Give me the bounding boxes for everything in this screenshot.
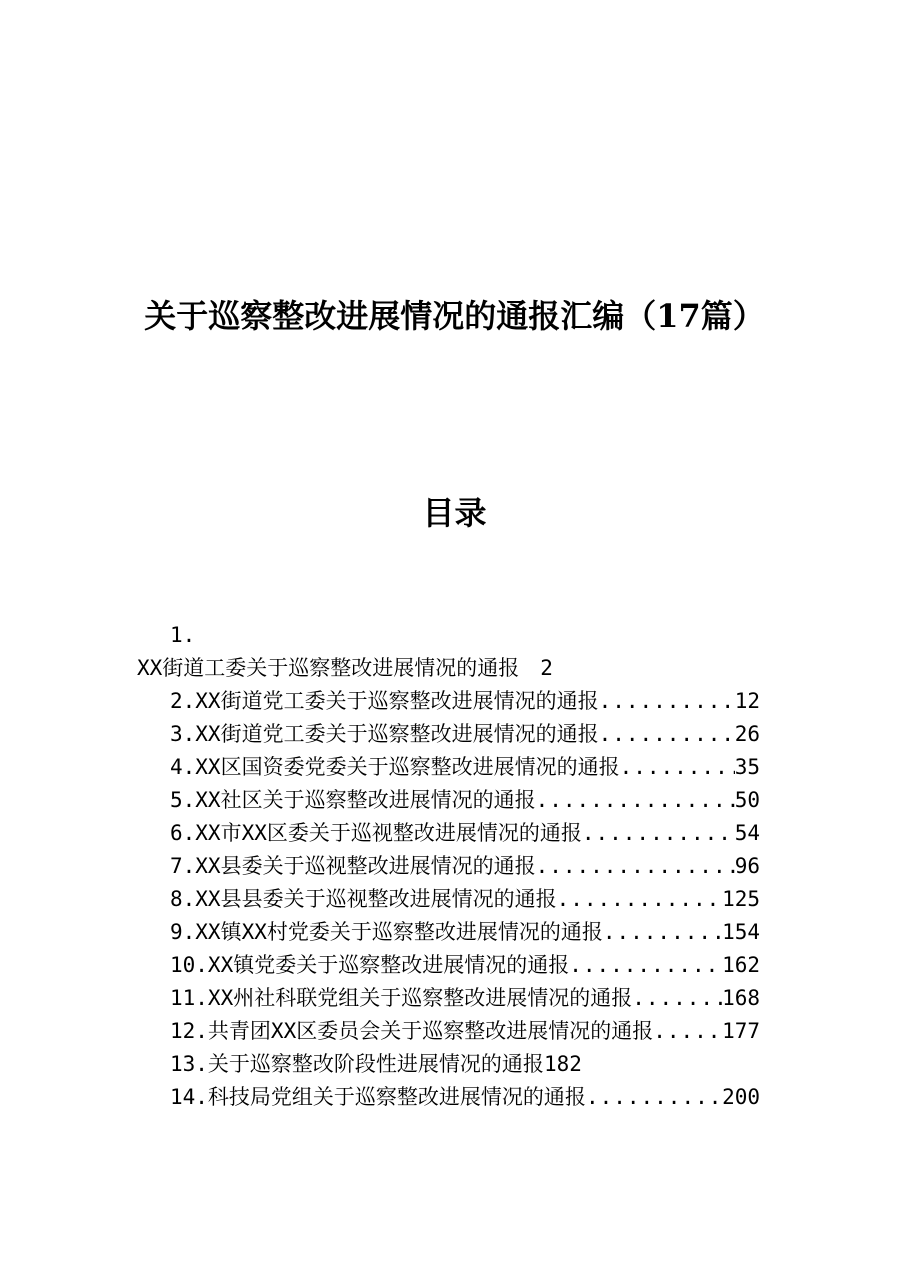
toc-leader-dots (603, 917, 722, 947)
toc-entry-page: 50 (734, 788, 760, 812)
toc-leader-dots (599, 686, 735, 716)
toc-entry-text: 10.XX镇党委关于巡察整改进展情况的通报 (170, 953, 570, 977)
toc-entry-page: 35 (734, 755, 760, 779)
toc-leader-dots (557, 884, 722, 914)
toc-entry-10[interactable] (170, 950, 760, 980)
toc-entry-1-text: XX街道工委关于巡察整改进展情况的通报 (137, 656, 520, 680)
toc-entry-9[interactable] (170, 917, 760, 947)
toc-leader-dots (582, 818, 735, 848)
toc-leader-dots (599, 719, 735, 749)
toc-leader-dots (536, 785, 735, 815)
toc-entry-text: 6.XX市XX区委关于巡视整改进展情况的通报 (170, 821, 582, 845)
toc-leader-dots (569, 950, 722, 980)
toc-entry-page: 168 (722, 986, 760, 1010)
toc-entry-11[interactable] (170, 983, 760, 1013)
toc-entry-page: 200 (722, 1085, 760, 1109)
toc-entry-1-number[interactable]: 1. (170, 623, 196, 647)
toc-entry-text: 4.XX区国资委党委关于巡察整改进展情况的通报 (170, 755, 620, 779)
toc-entry-5[interactable] (170, 785, 760, 815)
toc-leader-dots (620, 752, 735, 782)
toc-entry-3[interactable] (170, 719, 760, 749)
toc-entry-page: 26 (734, 722, 760, 746)
toc-entry-text: 5.XX社区关于巡察整改进展情况的通报 (170, 788, 536, 812)
toc-leader-dots (586, 1082, 722, 1112)
document-title: 关于巡察整改进展情况的通报汇编（17篇） (144, 297, 765, 335)
toc-entry-2[interactable] (170, 686, 760, 716)
toc-entry-page: 96 (734, 854, 760, 878)
toc-entry-7[interactable] (170, 851, 760, 881)
toc-entry-12[interactable] (170, 1016, 760, 1046)
toc-entry-text: 14.科技局党组关于巡察整改进展情况的通报 (170, 1085, 586, 1109)
toc-entry-page: 162 (722, 953, 760, 977)
toc-entry-1[interactable] (137, 653, 553, 683)
toc-entry-text: 8.XX县县委关于巡视整改进展情况的通报 (170, 887, 557, 911)
toc-entry-text: 2.XX街道党工委关于巡察整改进展情况的通报 (170, 689, 599, 713)
toc-entry-page: 154 (722, 920, 760, 944)
toc-leader-dots (632, 983, 722, 1013)
toc-entry-13[interactable] (170, 1049, 760, 1079)
toc-heading: 目录 (422, 494, 487, 532)
toc-entry-14[interactable] (170, 1082, 760, 1112)
toc-entry-page: 177 (722, 1019, 760, 1043)
toc-entry-text: 9.XX镇XX村党委关于巡察整改进展情况的通报 (170, 920, 603, 944)
toc-entry-4[interactable] (170, 752, 760, 782)
toc-leader-dots (536, 851, 735, 881)
toc-entry-1-page: 2 (540, 656, 553, 680)
toc-entry-page: 125 (722, 887, 760, 911)
toc-entry-text: 7.XX县委关于巡视整改进展情况的通报 (170, 854, 536, 878)
toc-leader-dots (653, 1016, 722, 1046)
toc-entry-page: 54 (734, 821, 760, 845)
toc-entry-page: 12 (734, 689, 760, 713)
toc-entry-8[interactable] (170, 884, 760, 914)
toc-entry-text: 3.XX街道党工委关于巡察整改进展情况的通报 (170, 722, 599, 746)
toc-entry-text: 13.关于巡察整改阶段性进展情况的通报 (170, 1052, 544, 1076)
toc-entry-text: 11.XX州社科联党组关于巡察整改进展情况的通报 (170, 986, 633, 1010)
toc-entry-6[interactable] (170, 818, 760, 848)
toc-entry-text: 12.共青团XX区委员会关于巡察整改进展情况的通报 (170, 1019, 654, 1043)
toc-entry-page: 182 (543, 1052, 582, 1076)
